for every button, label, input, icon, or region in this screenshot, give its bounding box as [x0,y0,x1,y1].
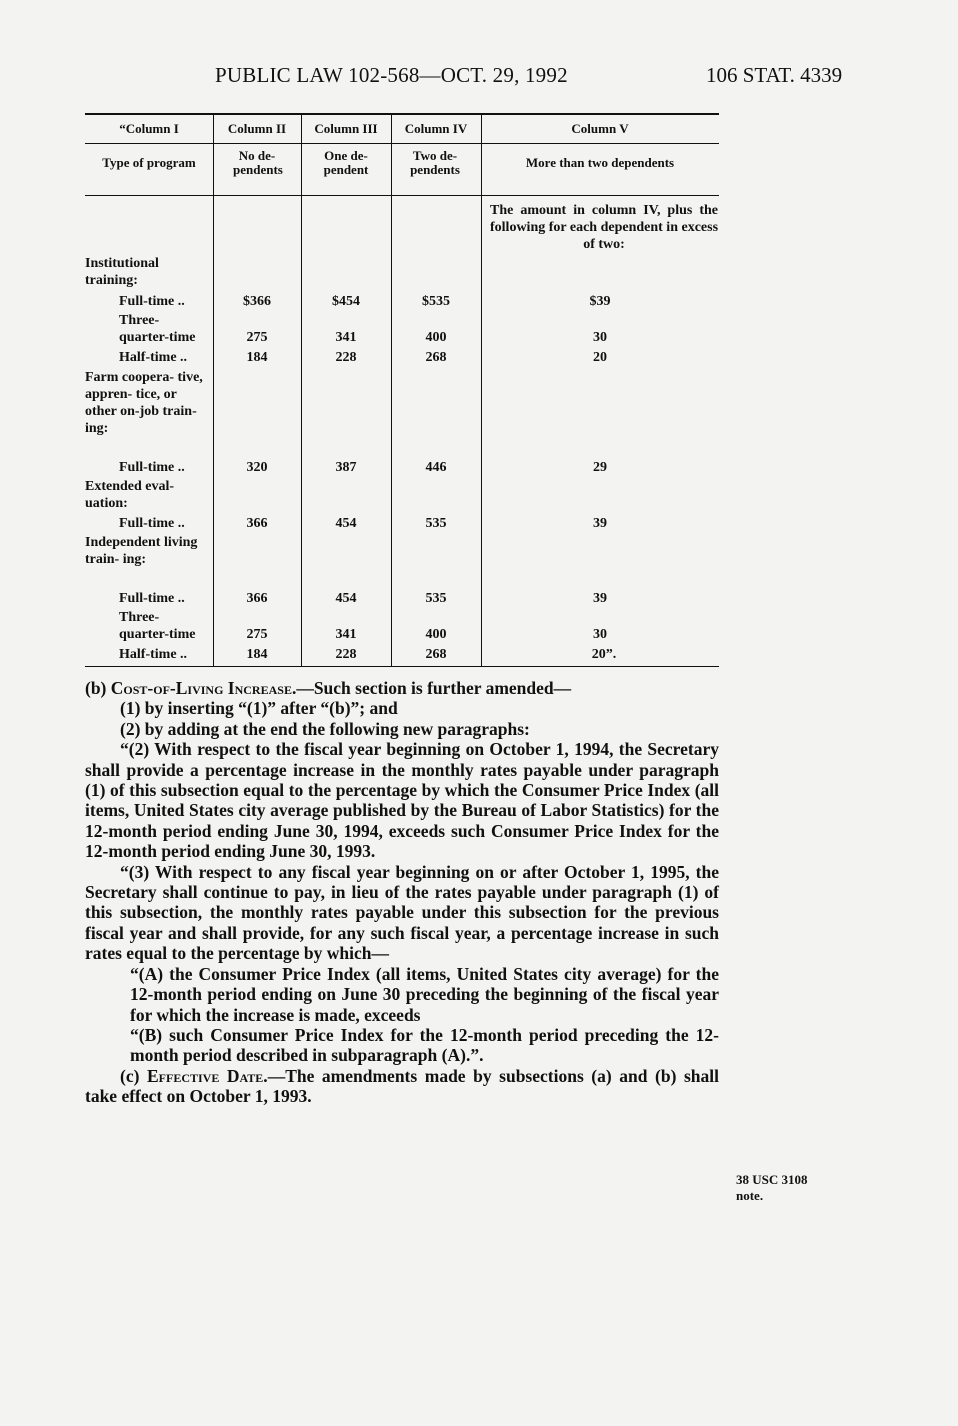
cell-no-dependents: 275 [246,330,268,345]
cell-two-dependents: 400 [425,330,447,345]
cell-one-dependent: 341 [335,330,357,345]
subparagraph-b: “(B) such Consumer Price Index for the 12-month period preceding the 12-month period described in subparagraph (A).”. [130,1024,719,1066]
cell-two-dependents: 400 [425,627,447,642]
row-label: Full-time .. [119,516,185,531]
row-label: Full-time .. [119,294,185,309]
cell-each-additional: 20 [593,350,607,365]
column-divider [213,113,214,666]
subsection-b [85,678,719,698]
cell-each-additional: 30 [593,627,607,642]
row-label: Half-time .. [119,647,188,662]
cell-each-additional: 20”. [591,647,617,662]
margin-citation-note [736,1172,808,1204]
group-label-farm-cooperative: Farm coopera- tive, appren- tice, or other on-job train- ing: [85,370,203,436]
cell-one-dependent: 341 [335,627,357,642]
subheader-no-dependents: No de- pendents [233,148,283,177]
subparagraph-a: “(A) the Consumer Price Index (all items, United States city average) for the 12-month period ending on June 30 preceding the beginning of the fiscal year for which the increase is made, exceeds [130,963,719,1025]
column-header-1: “Column I [119,121,179,136]
cell-one-dependent: 387 [335,460,357,475]
subsection-c-heading: Effective Date. [146,1065,268,1086]
row-label: Half-time .. [119,350,188,365]
statute-body-text [85,678,719,1107]
cell-two-dependents: 268 [425,647,447,662]
cell-two-dependents: 535 [425,591,447,606]
cell-each-additional: 39 [593,591,607,606]
cell-two-dependents: 268 [425,350,447,365]
column-divider [481,113,482,666]
group-label-extended-evaluation: Extended eval- uation: [85,479,175,511]
amendment-item-2: (2) by adding at the end the following new paragraphs: [120,718,530,739]
group-label-institutional: Institutional training: [85,256,159,288]
table-top-rule [85,113,719,115]
table-header-rule [85,143,719,144]
cell-one-dependent: 454 [335,591,357,606]
cell-each-additional: 29 [593,460,607,475]
new-paragraph-2: “(2) With respect to the fiscal year beginning on October 1, 1994, the Secretary shall provide a percentage increase in the monthly rates payable under paragraph (1) of this subsection equal to the percentage by which the Consumer Price Index (all items, United States city average published by the Bureau of Labor Statistics) for the 12-month period ending June 30, 1994, exceeds such Consumer Price Index for the 12-month period ending June 30, 1993. [85,739,719,862]
cell-two-dependents: 446 [425,460,447,475]
cell-no-dependents: 366 [246,516,268,531]
cell-one-dependent: 228 [335,350,357,365]
subsection-b-text: —Such section is further amended— [296,678,572,698]
table-bottom-rule [85,666,719,667]
cell-two-dependents: 535 [425,516,447,531]
cell-each-additional: 39 [593,516,607,531]
cell-no-dependents: 275 [246,627,268,642]
row-label: Full-time .. [119,591,185,606]
row-label: Three- quarter-time [119,610,196,642]
column-header-2: Column II [227,121,287,136]
table-subheader-rule [85,195,719,196]
cell-no-dependents: $366 [243,294,271,309]
new-paragraph-3: “(3) With respect to any fiscal year beginning on or after October 1, 1995, the Secretary shall continue to pay, in lieu of the rates payable under paragraph (1) of this subsection, the monthly rates payable under this subsection for the previous fiscal year and shall provide, for any such fiscal year, a percentage increase in such rates equal to the percentage by which— [85,861,719,964]
column5-note: The amount in column IV, plus the following for each dependent in excess of two: [490,203,719,252]
row-label: Three- quarter-time [119,313,196,345]
cell-no-dependents: 320 [246,460,268,475]
column-header-3: Column III [314,121,378,136]
column-divider [301,113,302,666]
margin-note-line-2: note. [736,1188,764,1203]
page-header-title: PUBLIC LAW 102-568—OCT. 29, 1992 [215,63,568,87]
cell-two-dependents: $535 [422,294,450,309]
subsection-c-text: —The amendments made by subsections (a) and (b) shall take effect on October 1, 1993. [85,1065,719,1107]
page-header-stat-citation: 106 STAT. 4339 [706,63,843,87]
subheader-more-than-two-dependents: More than two dependents [525,155,675,170]
cell-one-dependent: $454 [332,294,360,309]
subsection-b-heading: Cost-of-Living Increase. [110,678,297,698]
cell-one-dependent: 454 [335,516,357,531]
cell-each-additional: 30 [593,330,607,345]
cell-one-dependent: 228 [335,647,357,662]
subsection-b-prefix: (b) [85,678,111,698]
group-label-independent-living: Independent living train- ing: [85,535,198,567]
amendment-item-1: (1) by inserting “(1)” after “(b)”; and [120,698,398,719]
column-divider [391,113,392,666]
column-header-4: Column IV [404,121,468,136]
cell-no-dependents: 366 [246,591,268,606]
row-label: Full-time .. [119,460,185,475]
subsection-c-prefix: (c) [120,1065,147,1086]
margin-note-line-1: 38 USC 3108 [736,1172,808,1187]
subheader-type-of-program: Type of program [102,155,196,170]
cell-no-dependents: 184 [246,350,268,365]
subheader-one-dependent: One de- pendent [323,148,369,177]
subheader-two-dependents: Two de- pendents [410,148,460,177]
column-header-5: Column V [571,121,629,136]
cell-no-dependents: 184 [246,647,268,662]
subsection-c [85,1066,719,1107]
cell-each-additional: $39 [589,294,611,309]
